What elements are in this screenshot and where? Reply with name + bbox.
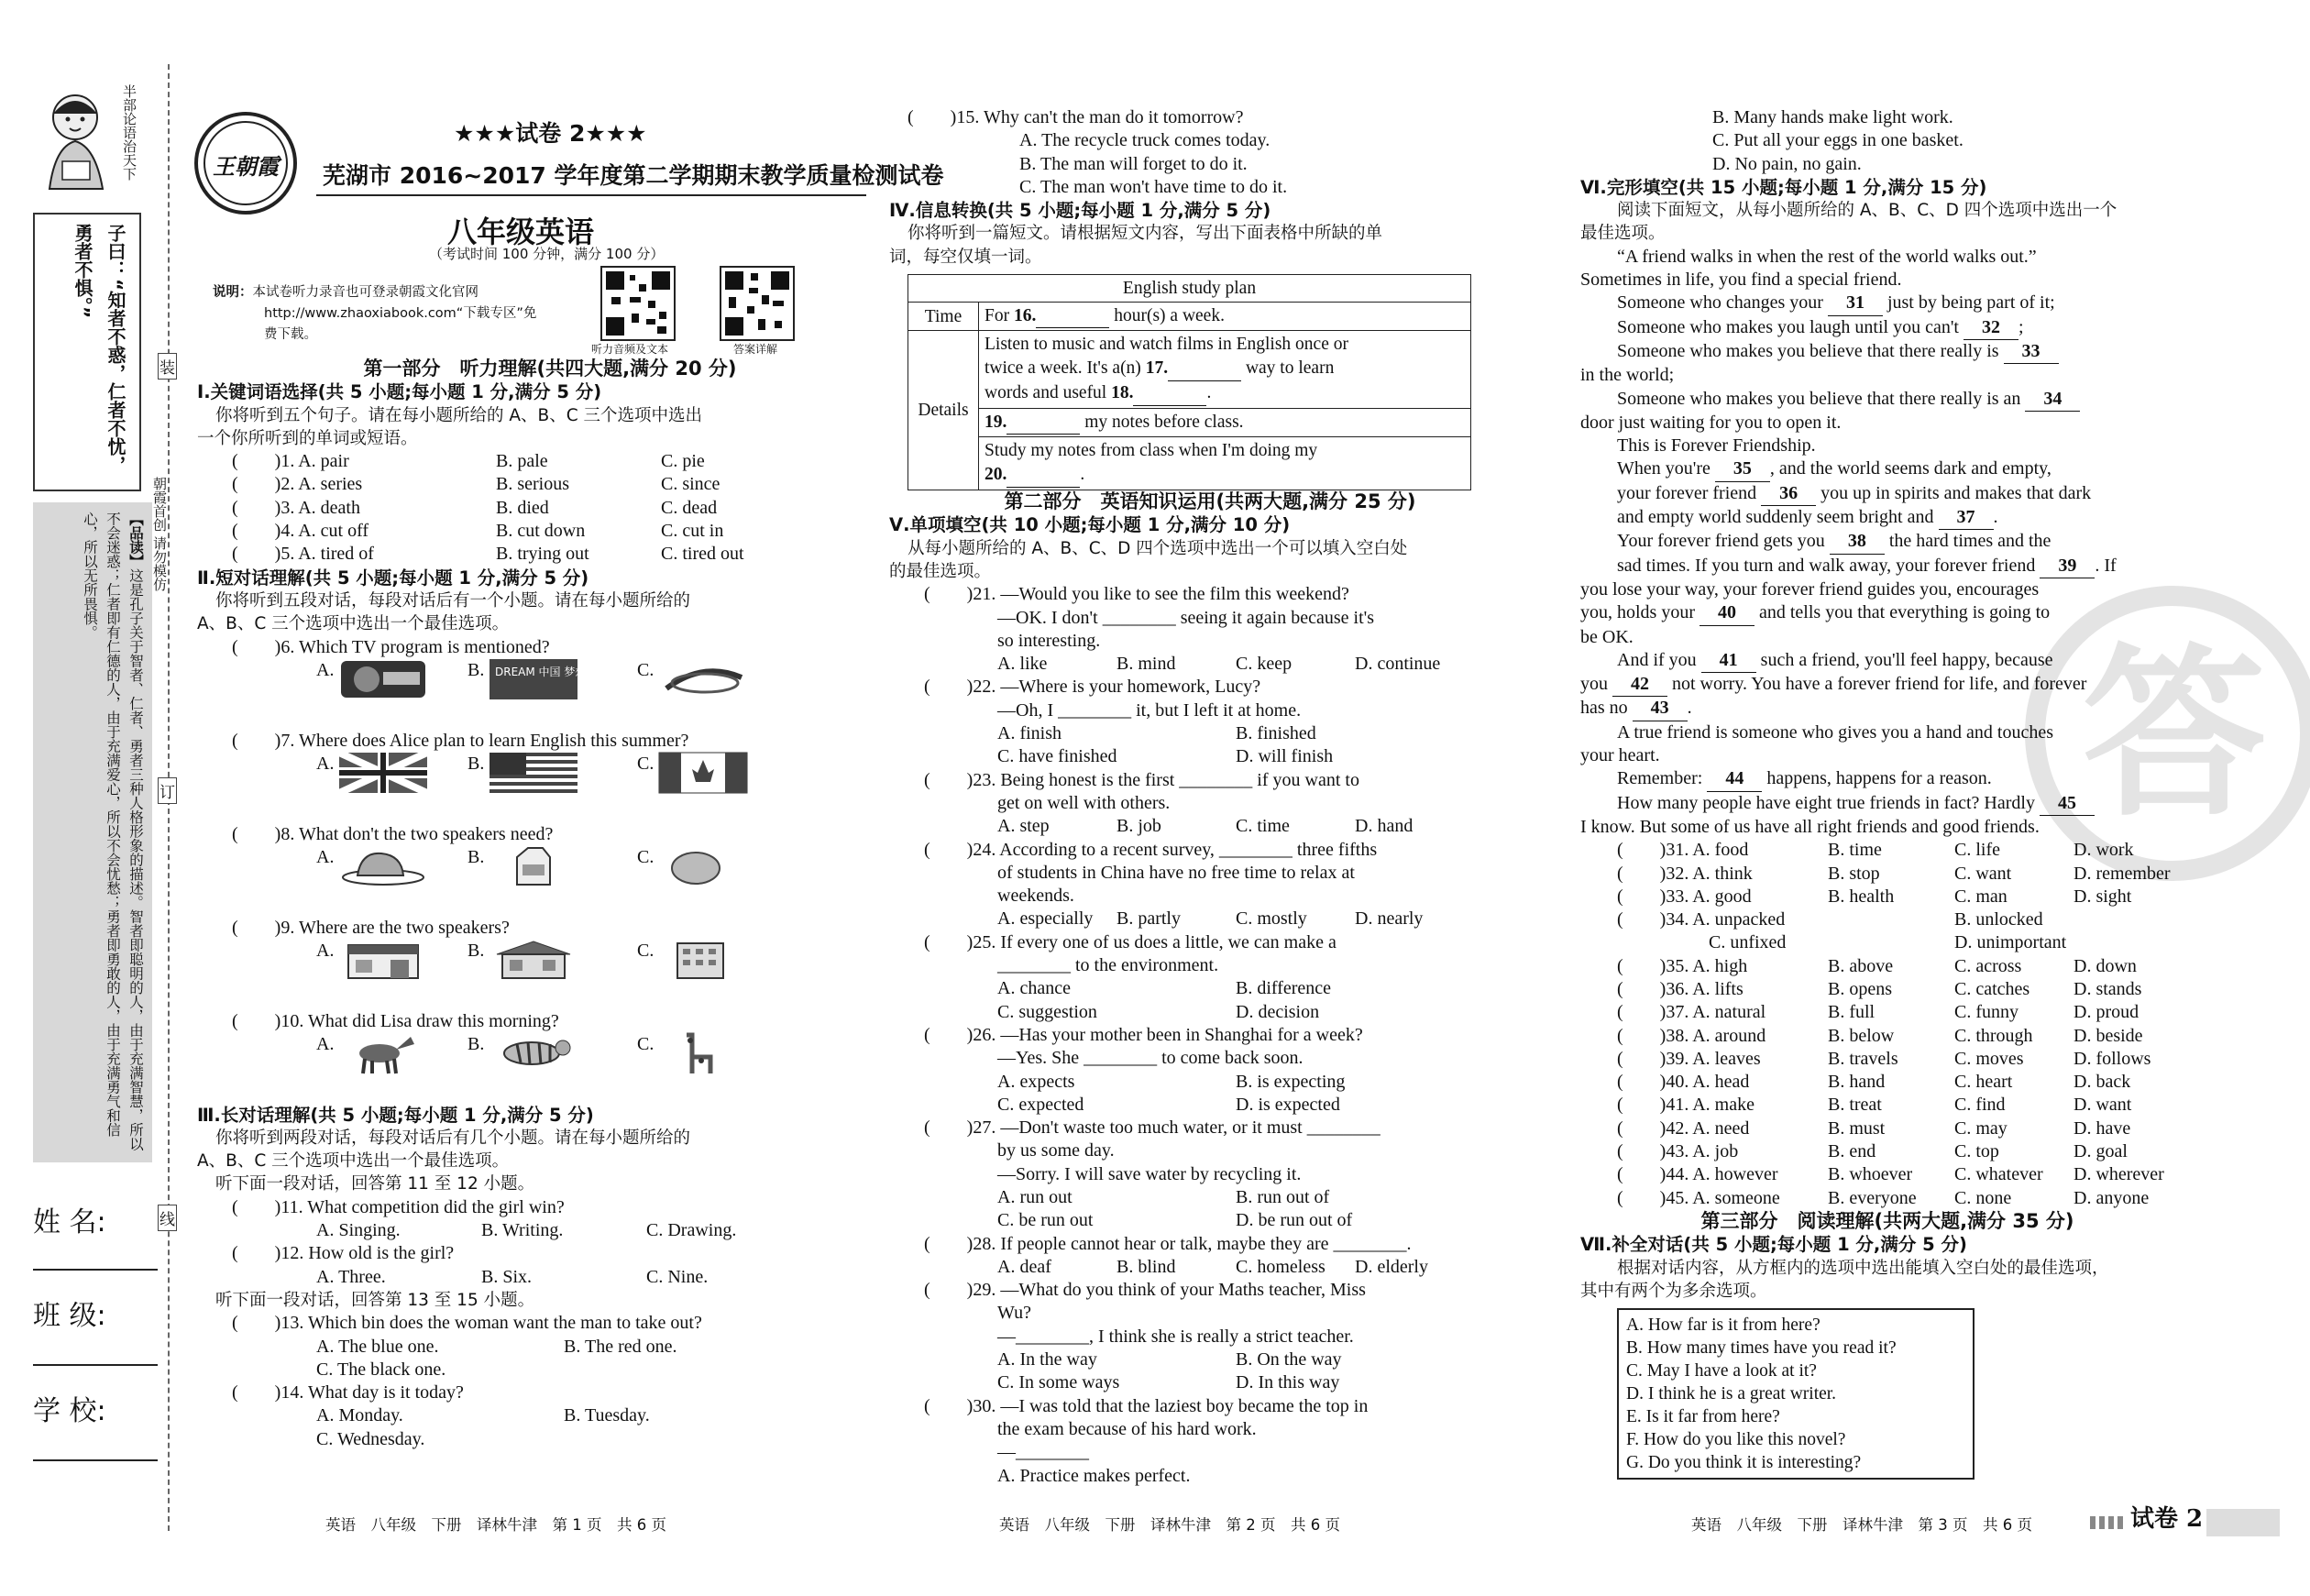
question-2[interactable]: ( )2. A. series B. serious C. since: [232, 474, 720, 495]
blank-19[interactable]: [1006, 411, 1080, 435]
question-10[interactable]: ( )10. What did Lisa draw this morning? A. B. C.: [197, 1010, 903, 1104]
question-34[interactable]: ( )34. A. unpacked B. unlocked: [1617, 909, 2043, 930]
question-7[interactable]: ( )7. Where does Alice plan to learn English this summer? A. B. C.: [197, 730, 903, 823]
blank-41[interactable]: 41: [1701, 649, 1756, 673]
question-11[interactable]: ( )11. What competition did the girl win?: [232, 1196, 565, 1217]
question-27[interactable]: ( )27. —Don't waste too much water, or it must ________ by us some day. —Sorry. I will save water by recycling it. A. run out B. run out of C. be run out D. be run out of: [924, 1117, 1380, 1231]
s7-title: Ⅶ.补全对话(共 5 小题;每小题 1 分,满分 5 分): [1580, 1234, 1967, 1256]
confucius-quote: 子曰：“知者不惑，仁者不忧，勇者不惧。”: [72, 224, 126, 475]
question-32[interactable]: ( )32. A. think B. stop C. want D. remember: [1617, 863, 2171, 884]
question-35[interactable]: ( )35. A. high B. above C. across D. down: [1617, 955, 2137, 976]
option-g: G. Do you think it is interesting?: [1626, 1453, 1862, 1473]
dream-show-logo-icon: [490, 659, 598, 699]
s4-title: Ⅳ.信息转换(共 5 小题;每小题 1 分,满分 5 分): [889, 200, 1271, 222]
option-a: A. How far is it from here?: [1626, 1315, 1820, 1336]
cloze-passage: “A friend walks in when the rest of the world walks out.” Sometimes in life, you find a special friend. Someone who changes your 31 just by being part of it; Someone who makes you laugh until you can't 32 ; Someone who makes you believe that there really is 33 in the world; Someone who makes you believe that there really is an 34 door just waiting for you to open it. This is Forever Friendship. When you're 35 , and the world seems dark and empty, your forever friend 36 you up in spirits and makes that dark and empty world suddenly seem bright and 37 . Your forever friend gets you 38 the hard times and the sad times. If you turn and walk away, your forever friend 39 . If you lose your way, your forever friend guides you, encourages you, holds your 40 and tells you that everything is going to be OK. And if you 41 such a friend, you'll feel happy, because you 42 not worry. You have a forever friend for life, and forever has no 43 . A true friend is someone who gives you a hand and touches your heart. Remember: 44 happens, happens for a reason. How many people have eight true friends in fact? Hardly 45 I know. But some of us have all right friends and good friends.: [1580, 246, 2117, 837]
blank-35[interactable]: 35: [1715, 457, 1770, 481]
option-b: B. How many times have you read it?: [1626, 1338, 1897, 1359]
q13-options: A. The blue one. B. The red one.: [316, 1336, 677, 1357]
tiger-icon: [490, 1033, 578, 1073]
pindu-text: 这是孔子关于智者、仁者、勇者三种人格形象的描述。智者即聪明的人，由于充满智慧，所以不会迷惑；仁者即有仁德的人，由于充满爱心，所以不会忧愁；勇者即勇敢的人，由于充满勇气和信心，所以无所畏惧。: [82, 512, 144, 1151]
tv-logo-icon: [659, 659, 747, 699]
subject-title: 八年级英语: [447, 215, 595, 249]
question-25[interactable]: ( )25. If every one of us does a little, we can make a ________ to the environment. A. chance B. difference C. suggestion D. decision: [924, 931, 1336, 1022]
main-title: 芜湖市 2016~2017 学年度第二学期期末教学质量检测试卷: [323, 162, 944, 189]
milk-carton-icon: [490, 846, 578, 886]
option-d: D. I think he is a great writer.: [1626, 1384, 1837, 1404]
binding-note: 朝霞首创 请勿模仿: [151, 477, 168, 591]
blank-40[interactable]: 40: [1700, 601, 1754, 625]
s1-title: Ⅰ.关键词语选择(共 5 小题;每小题 1 分,满分 5 分): [197, 381, 602, 403]
question-3[interactable]: ( )3. A. death B. died C. dead: [232, 497, 718, 518]
pindu-box: [33, 502, 152, 1162]
blank-18[interactable]: [1133, 381, 1206, 406]
multiple-choice-list: [924, 583, 1512, 1488]
class-label: 班 级:: [33, 1300, 106, 1332]
question-36[interactable]: ( )36. A. lifts B. opens C. catches D. stands: [1617, 978, 2142, 999]
restaurant-icon: [490, 940, 578, 980]
question-43[interactable]: ( )43. A. job B. end C. top D. goal: [1617, 1141, 2128, 1162]
question-23[interactable]: ( )23. Being honest is the first ________ if you want to get on well with others. A. step B. job C. time D. hand: [924, 769, 1414, 837]
question-5[interactable]: ( )5. A. tired of B. trying out C. tired out: [232, 544, 744, 565]
blank-36[interactable]: 36: [1761, 482, 1816, 506]
blank-45[interactable]: 45: [2040, 792, 2095, 816]
blank-32[interactable]: 32: [1964, 316, 2018, 340]
bread-icon: [339, 846, 427, 886]
canada-flag-icon: [659, 753, 747, 793]
blank-38[interactable]: 38: [1830, 530, 1885, 554]
question-42[interactable]: ( )42. A. need B. must C. may D. have: [1617, 1117, 2131, 1139]
blank-43[interactable]: 43: [1633, 697, 1688, 721]
blank-16[interactable]: [1036, 304, 1109, 328]
footer-dots-icon: [2090, 1516, 2127, 1529]
question-21[interactable]: ( )21. —Would you like to see the film this weekend? —OK. I don't ________ seeing it again because it's so interesting. A. like B. mind C. keep D. continue: [924, 584, 1441, 675]
column-3: B. Many hands make light work. C. Put all your eggs in one basket. D. No pain, no gain. Ⅵ.完形填空(共 15 小题;每小题 1 分,满分 15 分) 阅读下面短文，从每小题所给的 A、B、C、D 四个选项中选出一个 最佳选项。 “A friend walks in when the rest of the world walks out.” Sometimes in life, you find a special friend. Someone who changes your 31 just by being part of it; Someone who makes you laugh until you can't 32 ; Someone who makes you believe that there really is 33 in the world; Someone who makes you believe that there really is an 34 door just waiting for you to open it. This is Forever Friendship. When you're 35 , and the world seems dark and empty, your forever friend 36 you up in spirits and makes that dark and empty world suddenly seem bright and 37 . Your forever friend gets you 38 the hard times and the sad times. If you turn and walk away, your forever friend 39 . If you lose your way, your forever friend guides you, encourages you, holds your 40 and tells you that everything is going to be OK. And if you 41 such a friend, you'll feel happy, because you 42 not worry. You have a forever friend for life, and forever has no 43 . A true friend is someone who gives you a hand and touches your heart. Remember: 44 happens, happens for a reason. How many people have eight true friends in fact? Hardly 45 I know. But some of us have all right friends and good friends. ( )31. A. food B. time C. life D. work ( )32. A. think B. stop C. want D. remember ( )33. A. good B. health C. man D. sight ( )34. A. unpacked B. unlocked C. unfixed D. unimportant ( )35. A. high B. above C. across D. down ( )36. A. lifts B. opens C. catches D. stands ( )37. A. natural B. full C. funny D. proud ( )38. A. around B. below C. through D. beside ( )39. A. leaves B. travels C. moves D. follows ( )40. A. head B. hand C. heart D. back ( )41. A. make B. treat C. find D. want ( )42. A. need B. must C. may D. have ( )43. A. job B. end C. top D. goal ( )44. A. however B. whoever C. whatever D. wherever ( )45. A. someone B. everyone C. none D. anyone 第三部分 阅读理解(共两大题,满分 35 分) Ⅶ.补全对话(共 5 小题;每小题 1 分,满分 5 分) 根据对话内容，从方框内的选项中选出能填入空白处的最佳选项， 其中有两个为多余选项。 A. How far is it from here? B. How many times have you read it? C. May I have a look at it? D. I think he is a great writer. E. Is it far from here? F. How do you like this novel? G. Do you think it is interesting?: [1580, 106, 2194, 1480]
brand-name: 王朝霞: [213, 154, 279, 180]
blank-17[interactable]: [1168, 357, 1241, 381]
s6-title: Ⅵ.完形填空(共 15 小题;每小题 1 分,满分 15 分): [1580, 176, 1987, 198]
question-9[interactable]: ( )9. Where are the two speakers? A. B. C.: [197, 917, 903, 1010]
footer-page-3: 英语 八年级 下册 译林牛津 第 3 页 共 6 页: [1691, 1516, 2032, 1534]
q11-options: A. Singing. B. Writing. C. Drawing.: [316, 1220, 737, 1241]
blank-20[interactable]: [1006, 463, 1080, 488]
vertical-phrase: 半部论语治天下: [121, 84, 138, 181]
question-37[interactable]: ( )37. A. natural B. full C. funny D. proud: [1617, 1002, 2140, 1023]
building-icon: [659, 940, 747, 980]
side-strip: [28, 83, 165, 183]
egg-icon: [659, 846, 747, 886]
show-logo-icon: [339, 659, 427, 699]
binding-mark-ding: 订: [158, 777, 177, 804]
footer-page-2: 英语 八年级 下册 译林牛津 第 2 页 共 6 页: [999, 1516, 1340, 1534]
question-26[interactable]: ( )26. —Has your mother been in Shanghai for a week? —Yes. She ________ to come back soon. A. expects B. is expecting C. expected D. is expected: [924, 1024, 1363, 1115]
giraffe-icon: [659, 1033, 747, 1073]
question-41[interactable]: ( )41. A. make B. treat C. find D. want: [1617, 1095, 2132, 1116]
question-29[interactable]: ( )29. —What do you think of your Maths teacher, Miss Wu? —________, I think she is really a strict teacher. A. In the way B. On the way C. In some ways D. In this way: [924, 1280, 1366, 1393]
question-33[interactable]: ( )33. A. good B. health C. man D. sight: [1617, 886, 2132, 907]
answer-qr-label: 答案详解: [733, 343, 778, 356]
column-2: ( )15. Why can't the man do it tomorrow? A. The recycle truck comes today. B. The man will forget to do it. C. The man won't have time to do it. Ⅳ.信息转换(共 5 小题;每小题 1 分,满分 5 分) 你将听到一篇短文。请根据短文内容，写出下面表格中所缺的单 词，每空仅填一词。 English study plan Time For 16. hour(s) a week. Details Listen to music and watch films in English once or twice a week. It's a(n) 17. way to learn words and useful 18. . 19. my notes before class. Study my notes from class when I'm doing my 20. . 第二部分 英语知识运用(共两大题,满分 25 分) Ⅴ.单项填空(共 10 小题;每小题 1 分,满分 10 分) 从每小题所给的 A、B、C、D 四个选项中选出一个可以填入空白处 的最佳选项。 ( )21. —Would you like to see the film this weekend? —OK. I don't ________ seeing it again because it's so interesting. A. like B. mind C. keep D. continue ( )22. —Where is your homework, Lucy? —Oh, I ________ it, but I left it at home. A. finish B. finished C. have finished D. will finish ( )23. Being honest is the first ________ if you want to get on well with others. A. step B. job C. time D. hand ( )24. According to a recent survey, ________ three fifths of students in China have no free time to relax at weekends. A. especially B. partly C. mostly D. nearly ( )25. If every one of us does a little, we can make a ________ to the environment. A. chance B. difference C. suggestion D. decision ( )26. —Has your mother been in Shanghai for a week? —Yes. She ________ to come back soon. A. expects B. is expecting C. expected D. is expected ( )27. —Don't waste too much water, or it must ________ by us some day. —Sorry. I will save water by recycling it. A. run out B. run out of C. be run out D. be run out of ( )28. If people cannot hear or talk, maybe they are ________. A. deaf B. blind C. homeless D. elderly ( )29. —What do you think of your Maths teacher, Miss Wu? —________, I think she is really a strict teacher. A. In the way B. On the way C. In some ways D. In this way ( )30. —I was told that the laziest boy became the top in the exam because of his hard work. —________ A. Practice makes perfect.: [908, 106, 1512, 1488]
us-flag-icon: [490, 753, 578, 793]
svg-text:DREAM 中国 梦想秀: DREAM 中国 梦想秀: [495, 665, 598, 678]
paper-tag: ★★★试卷 2★★★: [454, 120, 647, 147]
quote-box: [33, 213, 141, 491]
blank-37[interactable]: 37: [1939, 506, 1994, 530]
svg-text:答: 答: [2083, 628, 2267, 842]
dialogue-options-box: [1617, 1308, 1974, 1480]
table-title: English study plan: [908, 275, 1471, 303]
question-44[interactable]: ( )44. A. however B. whoever C. whatever D. wherever: [1617, 1164, 2164, 1185]
study-plan-table: English study plan Time For 16. hour(s) a week. Details Listen to music and watch films in English once or twice a week. It's a(n) 17. way to learn words and useful 18. . 19. my notes before class. Study my notes from class when I'm doing my 20. .: [908, 274, 1471, 490]
question-13[interactable]: ( )13. Which bin does the woman want the man to take out?: [232, 1313, 702, 1334]
cloze-options: ( )31. A. food B. time C. life D. work ( )32. A. think B. stop C. want D. remember ( )33. A. good B. health C. man D. sight ( )34. A. unpacked B. unlocked C. unfixed D. unimportant ( )35. A. high B. above C. across D. down ( )36. A. lifts B. opens C. catches D. stands ( )37. A. natural B. full C. funny D. proud ( )38. A. around B. below C. through D. beside ( )39. A. leaves B. travels C. moves D. follows ( )40. A. head B. hand C. heart D. back ( )41. A. make B. treat C. find D. want ( )42. A. need B. must C. may D. have ( )43. A. job B. end C. top D. goal ( )44. A. however B. whoever C. whatever D. wherever ( )45. A. someone B. everyone C. none D. anyone: [1580, 839, 2194, 1210]
option-c: C. May I have a look at it?: [1626, 1361, 1817, 1381]
q14-options: A. Monday. B. Tuesday.: [316, 1405, 650, 1426]
question-22[interactable]: ( )22. —Where is your homework, Lucy? —Oh, I ________ it, but I left it at home. A. finish B. finished C. have finished D. will finish: [924, 677, 1334, 767]
part2-title: 第二部分 英语知识运用(共两大题,满分 25 分): [1004, 490, 1416, 513]
question-24[interactable]: ( )24. According to a recent survey, ________ three fifths of students in China have no free time to relax at weekends. A. especially B. partly C. mostly D. nearly: [924, 839, 1424, 930]
s3-title: Ⅲ.长对话理解(共 5 小题;每小题 1 分,满分 5 分): [197, 1104, 594, 1126]
audio-qr-code[interactable]: [600, 266, 676, 341]
question-12[interactable]: ( )12. How old is the girl?: [232, 1243, 455, 1264]
note-label: 说明：: [213, 285, 253, 300]
question-39[interactable]: ( )39. A. leaves B. travels C. moves D. follows: [1617, 1048, 2151, 1069]
column-1: 第一部分 听力理解(共四大题,满分 20 分) Ⅰ.关键词语选择(共 5 小题;每小题 1 分,满分 5 分) 你将听到五个句子。请在每小题所给的 A、B、C 三个选项中选出 一个你所听到的单词或短语。 ( )1. A. pair B. pale C. pie ( )2. A. series B. serious C. since ( )3. A. death B. died C. dead ( )4. A. cut off B. cut down C. cut in ( )5. A. tired of B. trying out C. tired out Ⅱ.短对话理解(共 5 小题;每小题 1 分,满分 5 分) 你将听到五段对话，每段对话后有一个小题。请在每小题所给的 A、B、C 三个选项中选出一个最佳选项。 ( )6. Which TV program is mentioned? A. B. DREAM 中国 梦想秀 C. ( )7. Where does Alice plan to learn English this summer? A. B. C. ( )8. What don't the two speakers need? A. B. C. ( )9. Where are the two speakers? A. B. C. ( )10. What did Lisa draw this morning? A. B. C. Ⅲ.长对话理解(共 5 小题;每小题 1 分,满分 5 分) 你将听到两段对话，每段对话后有几个小题。请在每小题所给的 A、B、C 三个选项中选出一个最佳选项。 听下面一段对话，回答第 11 至 12 小题。 ( )11. What competition did the girl win? A. Singing. B. Writing. C. Drawing. ( )12. How old is the girl? A. Three. B. Six. C. Nine. 听下面一段对话，回答第 13 至 15 小题。 ( )13. Which bin does the woman want the man to take out? A. The blue one. B. The red one. C. The black one. ( )14. What day is it today? A. Monday. B. Tuesday. C. Wednesday.: [197, 358, 903, 1451]
question-4[interactable]: ( )4. A. cut off B. cut down C. cut in: [232, 521, 724, 542]
class-field[interactable]: [33, 1364, 158, 1366]
footer-page-1: 英语 八年级 下册 译林牛津 第 1 页 共 6 页: [325, 1516, 666, 1534]
q12-options: A. Three. B. Six. C. Nine.: [316, 1266, 709, 1287]
question-1[interactable]: ( )1. A. pair B. pale C. pie: [232, 451, 705, 472]
blank-44[interactable]: 44: [1707, 767, 1762, 791]
s5-title: Ⅴ.单项填空(共 10 小题;每小题 1 分,满分 10 分): [889, 514, 1291, 536]
binding-mark-xian: 线: [158, 1205, 177, 1231]
brand-logo: [192, 110, 299, 216]
title-underline: [316, 194, 866, 196]
time-note: （考试时间 100 分钟，满分 100 分）: [429, 246, 665, 262]
question-31[interactable]: ( )31. A. food B. time C. life D. work: [1617, 840, 2134, 861]
blank-39[interactable]: 39: [2040, 555, 2095, 578]
part1-title: 第一部分 听力理解(共四大题,满分 20 分): [363, 358, 737, 380]
question-40[interactable]: ( )40. A. head B. hand C. heart D. back: [1617, 1072, 2131, 1093]
school-field[interactable]: [33, 1459, 158, 1461]
question-6[interactable]: ( )6. Which TV program is mentioned? A. B. DREAM 中国 梦想秀 C.: [197, 636, 903, 730]
blank-31[interactable]: 31: [1828, 292, 1883, 315]
shop-icon: [339, 940, 427, 980]
s1-items: [197, 450, 903, 566]
s2-title: Ⅱ.短对话理解(共 5 小题;每小题 1 分,满分 5 分): [197, 567, 589, 589]
question-38[interactable]: ( )38. A. around B. below C. through D. beside: [1617, 1025, 2143, 1046]
uk-flag-icon: [339, 753, 427, 793]
pindu-label: 【品读】: [127, 512, 144, 568]
blank-42[interactable]: 42: [1612, 673, 1667, 697]
option-e: E. Is it far from here?: [1626, 1407, 1780, 1427]
footer-tag: 试卷 2: [2090, 1500, 2280, 1536]
question-14[interactable]: ( )14. What day is it today?: [232, 1382, 464, 1403]
blank-34[interactable]: 34: [2025, 388, 2080, 412]
horse-icon: [339, 1033, 427, 1073]
name-label: 姓 名:: [33, 1206, 106, 1238]
answer-qr-code[interactable]: [720, 266, 795, 341]
question-45[interactable]: ( )45. A. someone B. everyone C. none D. anyone: [1617, 1187, 2150, 1208]
school-label: 学 校:: [33, 1395, 106, 1427]
binding-mark-zhuang: 装: [158, 353, 177, 380]
blank-33[interactable]: 33: [2004, 340, 2059, 364]
question-30[interactable]: ( )30. —I was told that the laziest boy became the top in the exam because of his hard work. —________ A. Practice makes perfect.: [924, 1395, 1369, 1486]
audio-qr-label: 听力音频及文本: [591, 343, 669, 356]
option-f: F. How do you like this novel?: [1626, 1430, 1846, 1450]
question-28[interactable]: ( )28. If people cannot hear or talk, maybe they are ________. A. deaf B. blind C. homeless D. elderly: [924, 1233, 1428, 1277]
question-15[interactable]: ( )15. Why can't the man do it tomorrow? A. The recycle truck comes today. B. The man will forget to do it. C. The man won't have time to do it.: [908, 107, 1288, 197]
name-field[interactable]: [33, 1269, 158, 1271]
question-8[interactable]: ( )8. What don't the two speakers need? A. B. C.: [197, 823, 903, 917]
scholar-illustration: [31, 83, 123, 193]
part3-title: 第三部分 阅读理解(共两大题,满分 35 分): [1700, 1209, 2074, 1232]
note-block: 说明：本试卷听力录音也可登录朝霞文化官网 http://www.zhaoxiabook.com“下载专区”免 费下载。: [213, 285, 537, 342]
